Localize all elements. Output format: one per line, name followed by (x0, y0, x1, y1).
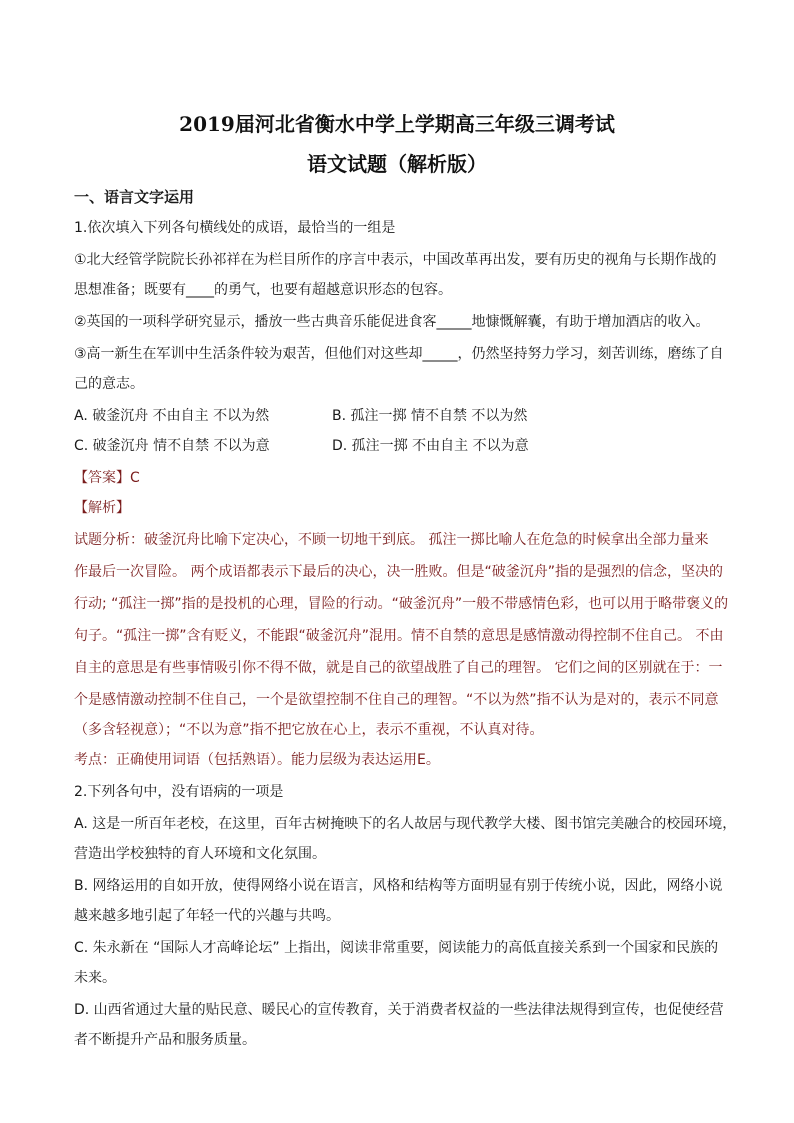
question-1-sentence-3-cont: 己的意志。 (74, 376, 144, 392)
question-1-sentence-1: ①北大经管学院院长孙祁祥在为栏目所作的序言中表示，中国改革再出发，要有历史的视角与长期作战的 (74, 252, 717, 268)
analysis-text-1: 试题分析：破釜沉舟比喻下定决心，不顾一切地干到底。 孤注一掷比喻人在危急的时候拿出全部力量来 (74, 532, 709, 548)
question-2-option-d: D. 山西省通过大量的贴民意、暖民心的宣传教育，关于消费者权益的一些法律法规得到宣传，也促使经营 (74, 1002, 724, 1018)
document-title: 2019届河北省衡水中学上学期高三年级三调考试 (179, 112, 615, 136)
question-1-options-row-1 (74, 406, 734, 426)
analysis-text-3: 行动; “孤注一掷”指的是投机的心理，冒险的行动。“破釜沉舟”一般不带感情色彩，也可以用于略带褒义的 (74, 596, 729, 612)
question-2-option-c-cont: 未来。 (74, 970, 116, 986)
option-d: D. 孤注一掷 不由自主 不以为意 (332, 438, 529, 454)
section-heading: 一、语言文字运用 (74, 188, 195, 206)
analysis-text-4: 句子。“孤注一掷”含有贬义，不能跟“破釜沉舟”混用。情不自禁的意思是感情激动得控制不住自己。 不由 (74, 628, 724, 644)
question-2-stem: 2.下列各句中，没有语病的一项是 (74, 784, 284, 800)
knowledge-point: 考点：正确使用词语（包括熟语）。能力层级为表达运用E。 (74, 752, 440, 768)
question-1-options-row-2 (74, 436, 734, 456)
question-1-stem: 1.依次填入下列各句横线处的成语，最恰当的一组是 (74, 220, 396, 236)
option-c: C. 破釜沉舟 情不自禁 不以为意 (74, 438, 270, 454)
answer-line: 【答案】C (74, 470, 140, 486)
analysis-text-7: （多含轻视意）；“不以为意”指不把它放在心上，表示不重视，不认真对待。 (74, 722, 544, 738)
option-b: B. 孤注一掷 情不自禁 不以为然 (332, 408, 528, 424)
analysis-label: 【解析】 (74, 500, 130, 516)
document-subtitle: 语文试题（解析版） (307, 152, 487, 176)
analysis-text-5: 自主的意思是有些事情吸引你不得不做，就是自己的欲望战胜了自己的理智。 它们之间的区别就在于：一 (74, 660, 723, 676)
question-2-option-c: C. 朱永新在 “国际人才高峰论坛” 上指出，阅读非常重要，阅读能力的高低直接关系到一个国家和民族的 (74, 940, 719, 956)
question-2-option-d-cont: 者不断提升产品和服务质量。 (74, 1032, 256, 1048)
analysis-text-6: 个是感情激动控制不住自己，一个是欲望控制不住自己的理智。“不以为然”指不认为是对的，表示不同意 (74, 692, 719, 708)
analysis-text-2: 作最后一次冒险。 两个成语都表示下最后的决心，决一胜败。但是“破釜沉舟”指的是强烈的信念，坚决的 (74, 564, 723, 580)
question-2-option-a: A. 这是一所百年老校，在这里，百年古树掩映下的名人故居与现代教学大楼、图书馆完美融合的校园环境， (74, 816, 737, 832)
question-1-sentence-2: ②英国的一项科学研究显示，播放一些古典音乐能促进食客_____地慷慨解囊，有助于增加酒店的收入。 (74, 314, 710, 330)
question-2-option-b: B. 网络运用的自如开放，使得网络小说在语言，风格和结构等方面明显有别于传统小说，因此，网络小说 (74, 878, 723, 894)
question-1-sentence-3: ③高一新生在军训中生活条件较为艰苦，但他们对这些却_____，仍然坚持努力学习，刻苦训练，磨练了自 (74, 346, 724, 362)
option-a: A. 破釜沉舟 不由自主 不以为然 (74, 408, 270, 424)
question-2-option-a-cont: 营造出学校独特的育人环境和文化氛围。 (74, 846, 326, 862)
question-1-sentence-1-cont: 思想准备；既要有____的勇气，也要有超越意识形态的包容。 (74, 282, 452, 298)
question-2-option-b-cont: 越来越多地引起了年轻一代的兴趣与共鸣。 (74, 908, 340, 924)
